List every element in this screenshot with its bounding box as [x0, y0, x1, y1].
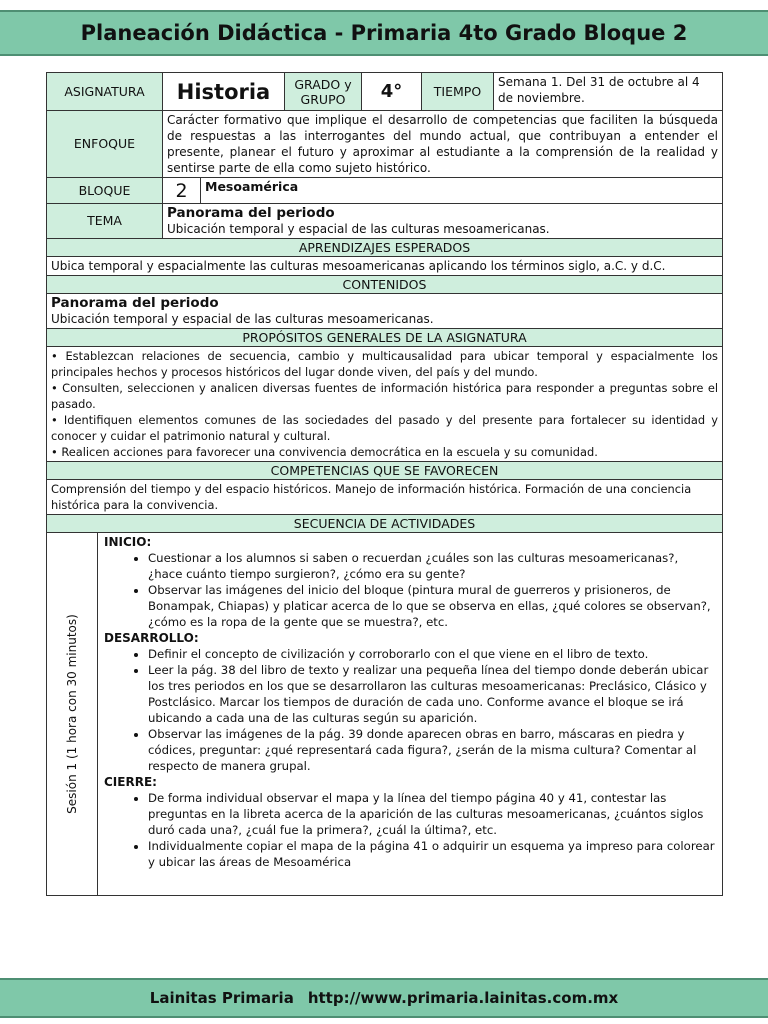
contenidos-subtitle: Ubicación temporal y espacial de las culturas mesoamericanas. — [51, 312, 434, 326]
enfoque-text: Carácter formativo que implique el desarrollo de competencias que faciliten la búsqueda de respuestas a las interrogantes del mundo actual, que contribuyan a entender el presente, planear el futuro y aproximar al estudiante a la comprensión de la realidad y sentirse parte de ella como sujeto histórico. — [163, 111, 723, 178]
list-item: • Individualmente copiar el mapa de la página 41 o adquirir un esquema ya impreso para colorear y ubicar las áreas de Mesoamérica — [148, 838, 716, 870]
inicio-label: INICIO: — [104, 535, 152, 549]
list-item: • Observar las imágenes de la pág. 39 donde aparecen obras en barro, máscaras en piedra y códices, preguntar: ¿qué representará cada figura?, ¿serán de la misma cultura? Comentar al respecto de manera grupal. — [148, 726, 716, 774]
bloque-number: 2 — [163, 178, 201, 204]
bloque-name: Mesoamérica — [201, 178, 723, 204]
list-item: • De forma individual observar el mapa y la línea del tiempo página 40 y 41, contestar las preguntas en la libreta acerca de la aparición de las culturas mesoamericanas, ¿cuántos siglos duró cada una?, ¿cuál fue la primera?, ¿cuál la última?, etc. — [148, 790, 716, 838]
proposito-item: • Consulten, seleccionen y analicen diversas fuentes de información histórica para responder a preguntas sobre el pasado. — [51, 381, 718, 411]
page-title: Planeación Didáctica - Primaria 4to Grado Bloque 2 — [80, 21, 688, 45]
secuencia-container — [47, 533, 723, 896]
proposito-item: • Establezcan relaciones de secuencia, cambio y multicausalidad para ubicar temporal y espacialmente los principales hechos y procesos históricos del lugar donde viven, del país y del mundo. — [51, 349, 718, 379]
list-item: • Cuestionar a los alumnos si saben o recuerdan ¿cuáles son las culturas mesoamericanas?, ¿hace cuánto tiempo surgieron?, ¿cómo era su gente? — [148, 550, 716, 582]
proposito-item: • Identifiquen elementos comunes de las sociedades del pasado y del presente para fortalecer su identidad y conocer y cuidar el patrimonio natural y cultural. — [51, 413, 718, 443]
contenidos-heading: CONTENIDOS — [47, 276, 723, 294]
activities-cell — [98, 533, 723, 895]
tiempo-label: TIEMPO — [422, 73, 494, 111]
list-item: • Leer la pág. 38 del libro de texto y realizar una pequeña línea del tiempo donde deberán ubicar los tres periodos en los que se desarrollaron las culturas mesoamericanas: Preclásico, Clásico y Postclásico. Marcar los tiempos de duración de cada uno. Conforme avance el bloque se irá ubicando a cada una de las culturas según su aparición. — [148, 662, 716, 726]
secuencia-table — [47, 533, 722, 895]
footer-banner — [0, 978, 768, 1018]
tiempo-value: Semana 1. Del 31 de octubre al 4 de noviembre. — [494, 73, 723, 111]
aprendizajes-text: Ubica temporal y espacialmente las culturas mesoamericanas aplicando los términos siglo, a.C. y d.C. — [47, 257, 723, 276]
desarrollo-list — [104, 646, 716, 774]
session-cell — [47, 533, 98, 895]
contenidos-cell — [47, 294, 723, 329]
asignatura-value: Historia — [163, 73, 285, 111]
competencias-text: Comprensión del tiempo y del espacio históricos. Manejo de información histórica. Formación de una conciencia histórica para la convivencia. — [47, 480, 723, 515]
tema-label: TEMA — [47, 204, 163, 239]
footer-site-name: Lainitas Primaria — [149, 989, 294, 1007]
header-banner — [0, 10, 768, 56]
contenidos-title: Panorama del periodo — [51, 295, 219, 311]
lesson-plan-table — [46, 72, 723, 896]
list-item: • Definir el concepto de civilización y corroborarlo con el que viene en el libro de texto. — [148, 646, 716, 662]
aprendizajes-heading: APRENDIZAJES ESPERADOS — [47, 239, 723, 257]
propositos-heading: PROPÓSITOS GENERALES DE LA ASIGNATURA — [47, 329, 723, 347]
secuencia-heading: SECUENCIA DE ACTIVIDADES — [47, 515, 723, 533]
grado-label: GRADO y GRUPO — [285, 73, 362, 111]
competencias-heading: COMPETENCIAS QUE SE FAVORECEN — [47, 462, 723, 480]
desarrollo-label: DESARROLLO: — [104, 631, 199, 645]
cierre-list — [104, 790, 716, 870]
list-item: • Observar las imágenes del inicio del bloque (pintura mural de guerreros y prisioneros, de Bonampak, Chiapas) y platicar acerca de lo que se observa en ellas, ¿qué colores se observan?, ¿cómo es la ropa de la gente que se muestra?, etc. — [148, 582, 716, 630]
grado-value: 4° — [362, 73, 422, 111]
asignatura-label: ASIGNATURA — [47, 73, 163, 111]
footer-url-link[interactable]: http://www.primaria.lainitas.com.mx — [307, 989, 619, 1007]
cierre-label: CIERRE: — [104, 775, 157, 789]
tema-cell — [163, 204, 723, 239]
propositos-cell — [47, 347, 723, 462]
inicio-list — [104, 550, 716, 630]
enfoque-label: ENFOQUE — [47, 111, 163, 178]
bloque-label: BLOQUE — [47, 178, 163, 204]
proposito-item: • Realicen acciones para favorecer una convivencia democrática en la escuela y su comunidad. — [51, 445, 598, 459]
session-label: Sesión 1 (1 hora con 30 minutos) — [65, 614, 79, 814]
tema-subtitle: Ubicación temporal y espacial de las culturas mesoamericanas. — [167, 222, 550, 236]
tema-title: Panorama del periodo — [167, 205, 335, 221]
